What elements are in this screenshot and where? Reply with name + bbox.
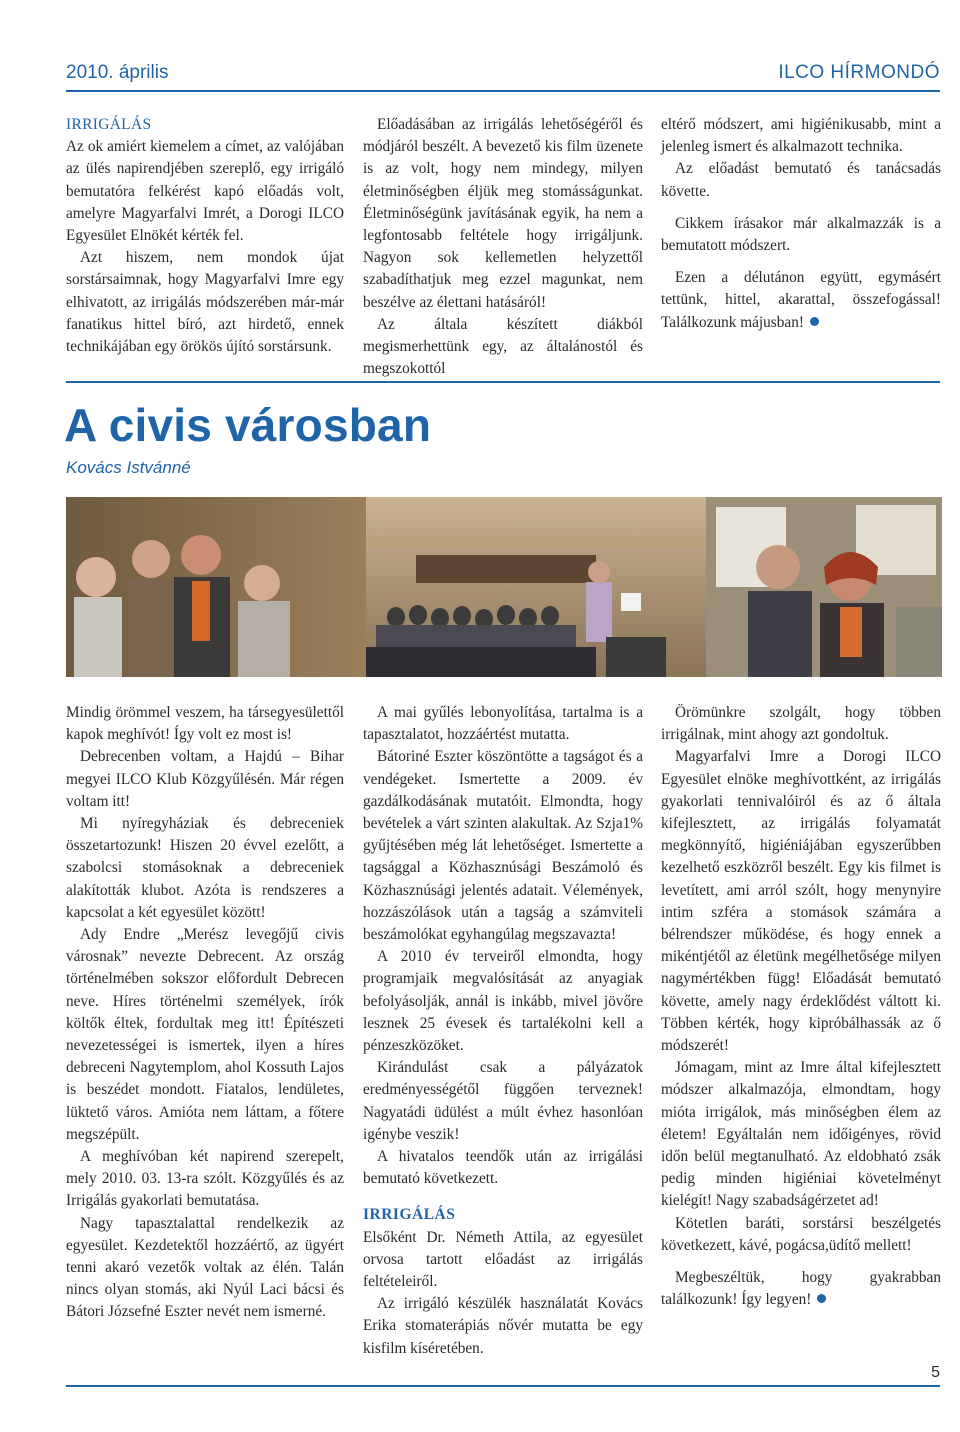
paragraph: Elsőként Dr. Németh Attila, az egyesület orvosa tartott előadást az irrigálás feltételeiről. <box>363 1228 643 1291</box>
page-header <box>66 62 940 88</box>
paragraph: Kötetlen baráti, sorstársi beszélgetés következett, kávé, pogácsa,üdítő mellett! <box>661 1214 941 1254</box>
top-column-2 <box>363 114 643 380</box>
paragraph: A mai gyűlés lebonyolítása, tartalma is a tapasztalatot, hozzáértést mutatta. <box>363 704 643 744</box>
paragraph: Ady Endre „Merész levegőjű civis városnak” nevezte Debrecent. Az ország történelmében sokszor előfordult Debrecen neve. Híres történelmi személyek, írók költők éltek, fordultak meg itt! Építészeti nevezetességei is ismertek, ilyen a híres debreceni Nagytemplom, ahol Kossuth Lajos is beszédet mondott. Fiatalos, lendületes, lüktető város. Amióta nem láttam, a főtere megszépült. <box>66 926 344 1143</box>
article-column-2 <box>363 702 643 1360</box>
section-heading-irrigalas: IRRIGÁLÁS <box>66 116 152 133</box>
paragraph: Azt hiszem, nem mondok újat sorstársaimnak, hogy Magyarfalvi Imre egy elhivatott, az irrigálás módszerében már-már fanatikus hittel bíró, azt hirdető, ennek technikájában egy örökös újító sorstársunk. <box>66 249 344 356</box>
publication-name: ILCO HÍRMONDÓ <box>778 62 940 83</box>
paragraph: Debrecenben voltam, a Hajdú – Bihar megyei ILCO Klub Közgyűlésén. Már régen voltam itt! <box>66 748 344 810</box>
top-column-1 <box>66 114 344 358</box>
paragraph: Az előadást bemutató és tanácsadás követte. <box>661 160 941 200</box>
top-column-3 <box>661 114 941 334</box>
meeting-photo <box>66 497 942 677</box>
article-divider <box>66 381 940 383</box>
paragraph: Nagy tapasztalattal rendelkezik az egyesület. Kezdetektől hozzáértő, az ügyért tenni akaró vezetők voltak az élén. Talán nincs olyan stomás, aki Nyúl Laci bácsi és Bátori Józsefné Eszter nevét nem ismerné. <box>66 1214 344 1321</box>
page-number: 5 <box>931 1364 940 1381</box>
paragraph: Cikkem írásakor már alkalmazzák is a bemutatott módszert. <box>661 214 941 255</box>
paragraph: Kirándulást csak a pályázatok eredményességétől függően terveznek! Nagyatádi üdülést a múlt évhez hasonlóan igénybe veszik! <box>363 1059 643 1143</box>
paragraph: Az általa készített diákból megismerhettünk egy, az általánostól és megszokottól <box>363 315 643 378</box>
paragraph: Magyarfalvi Imre a Dorogi ILCO Egyesület elnöke meghívottként, az irrigálás gyakorlati tennivalóiról és az ő általa kifejlesztett, az irrigálás folyamatát megkönnyítő, higiéniájában egyszerűbben kezelhető eszközről beszélt. Egy kis filmet is levetített, ami arról szólt, hogy menynyire intim szféra a stomások számára a bélrendszer működése, és hogy ennek a mikéntjétől az életünk megélhetősége milyen nagymértékben függ! Előadását bemutató követte, amely nagy érdeklődést váltott ki. Többen kérték, hogy kipróbálhassák az ő módszerét! <box>661 748 941 1055</box>
paragraph: Jómagam, mint az Imre által kifejlesztett módszer alkalmazója, elmondtam, hogy mióta irrigálok, más minőségben élem az életem! Egyáltalán nem időigényes, rövid időn belül megtanulható. Az eldobható zsák pedig minden higiéniai követelményt kielégít! Nagy szabadságérzetet ad! <box>661 1059 941 1210</box>
end-of-article-icon <box>810 317 819 326</box>
paragraph-text: Ezen a délutánon együtt, egymásért tettünk, hittel, akarattal, összefogással! Találkozunk májusban! <box>661 269 941 331</box>
paragraph: Előadásában az irrigálás lehetőségéről és módjáról beszélt. A bevezető kis film üzenete is az volt, hogy nem mindegy, milyen életminőségben éljük meg stomásságunkat. Életminőségünk javításának egyik, ha nem a legfontosabb feltétele hogy irrigáljunk. Nagyon sok kellemetlen helyzettől szabadíthatjuk meg ezzel magunkat, nem beszélve az élettani hatásáról! <box>363 116 643 311</box>
paragraph: Az ok amiért kiemelem a címet, az valójában az ülés napirendjében szereplő, egy irrigáló bemutatóra felkérést kapó előadás volt, amelyre Magyarfalvi Imrét, a Dorogi ILCO Egyesület Elnökét kérték fel. <box>66 138 344 245</box>
issue-date: 2010. április <box>66 62 169 83</box>
paragraph: Az irrigáló készülék használatát Kovács Erika stomaterápiás nővér mutatta be egy kisfilm kíséretében. <box>363 1295 643 1357</box>
article-title: A civis városban <box>64 399 432 451</box>
paragraph: A 2010 év terveiről elmondta, hogy programjaik megvalósítását az anyagiak befolyásolják, annál is inkább, mivel jövőre lesznek 25 évesek és tartalékolni kell a pénzeszközöket. <box>363 948 643 1055</box>
paragraph-text: Megbeszéltük, hogy gyakrabban találkozunk! Így legyen! <box>661 1269 941 1309</box>
article-column-3 <box>661 702 941 1311</box>
paragraph: Mi nyíregyháziak és debreceniek összetartozunk! Hiszen 20 évvel ezelőtt, a szabolcsi stomásoknak a debreceniek alakították klubot. Azóta is rendszeres a kapcsolat a két egyesület között! <box>66 815 344 921</box>
meeting-photo-icon <box>66 497 942 677</box>
article-column-1 <box>66 702 344 1324</box>
paragraph: Mindig örömmel veszem, ha társegyesülettől kapok meghívót! Így volt ez most is! <box>66 704 344 744</box>
paragraph <box>661 267 941 334</box>
paragraph: A meghívóban két napirend szerepelt, mely 2010. 03. 13-ra szólt. Közgyűlés és az Irrigálás gyakorlati bemutatása. <box>66 1148 344 1210</box>
article-author: Kovács Istvánné <box>66 458 191 477</box>
paragraph: eltérő módszert, ami higiénikusabb, mint a jelenleg ismert és alkalmazott technika. <box>661 116 941 156</box>
footer-divider <box>66 1385 940 1387</box>
end-of-article-icon <box>817 1294 826 1303</box>
section-heading-irrigalas: IRRIGÁLÁS <box>363 1206 456 1224</box>
paragraph: Örömünkre szolgált, hogy többen irrigálnak, mint ahogy azt gondoltuk. <box>661 704 941 744</box>
paragraph <box>661 1267 941 1311</box>
paragraph: Bátoriné Eszter köszöntötte a tagságot és a vendégeket. Ismertette a 2009. év gazdálkodásának mutatóit. Elmondta, hogy bevételek a várt szinten alakultak. Az Szja1% gyűjtésében még lát lehetőséget. Ismertette a tagsággal a Közhasznúsági Beszámoló és Közhasznúsági jelentés adatait. Vélemények, hozzászólások után a tagság a számviteli beszámolókat egyhangúlag megszavazta! <box>363 748 643 944</box>
header-divider <box>66 90 940 92</box>
paragraph: A hivatalos teendők után az irrigálási bemutató következett. <box>363 1148 643 1188</box>
